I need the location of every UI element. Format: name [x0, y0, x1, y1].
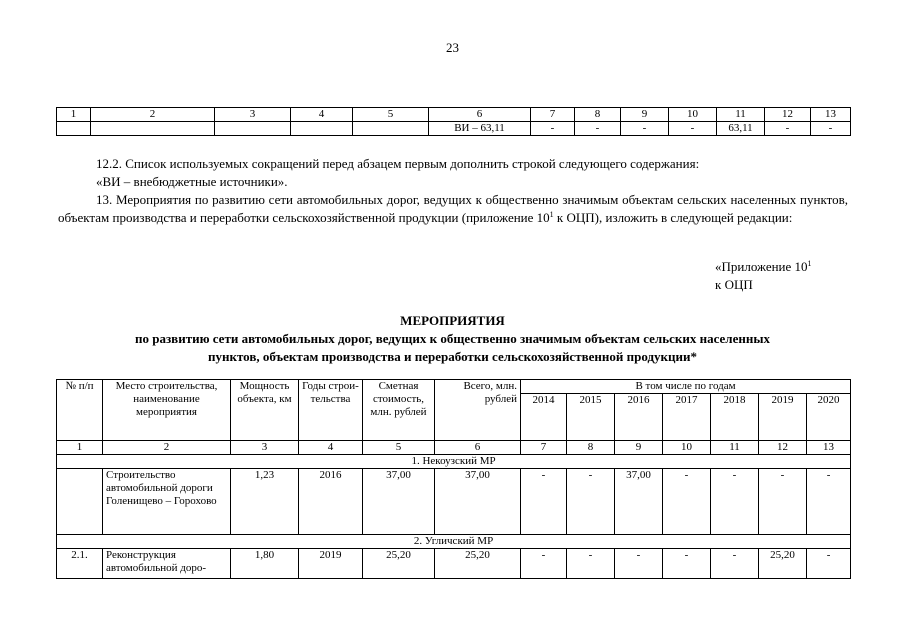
col-index: 1 [57, 108, 91, 122]
row-name: Строительство автомобильной дороги Голенищево – Горохово [103, 469, 231, 535]
header-cost: Сметная стоимость, млн. рублей [363, 380, 435, 441]
col-index: 2 [103, 441, 231, 455]
col-index: 5 [363, 441, 435, 455]
paragraph-13 [58, 191, 848, 227]
cell: - [575, 122, 621, 136]
row-year-value: - [663, 549, 711, 579]
header-num: № п/п [57, 380, 103, 441]
col-index: 10 [669, 108, 717, 122]
col-index: 8 [575, 108, 621, 122]
row-year-value: 37,00 [615, 469, 663, 535]
header-year: 2019 [759, 394, 807, 441]
col-index: 9 [621, 108, 669, 122]
col-index: 1 [57, 441, 103, 455]
col-index: 11 [711, 441, 759, 455]
col-index: 2 [91, 108, 215, 122]
col-index: 12 [759, 441, 807, 455]
col-index: 13 [811, 108, 851, 122]
header-total: Всего, млн. рублей [435, 380, 521, 441]
row-power: 1,23 [231, 469, 299, 535]
col-index: 7 [521, 441, 567, 455]
col-index: 9 [615, 441, 663, 455]
index-row [57, 441, 851, 455]
col-index: 6 [435, 441, 521, 455]
row-year-value: 25,20 [759, 549, 807, 579]
row-years: 2019 [299, 549, 363, 579]
header-years: Годы строи-тельства [299, 380, 363, 441]
row-year-value: - [711, 549, 759, 579]
table-row [57, 549, 851, 579]
col-index: 10 [663, 441, 711, 455]
col-index: 5 [353, 108, 429, 122]
row-total: 25,20 [435, 549, 521, 579]
header-year: 2016 [615, 394, 663, 441]
col-index: 3 [215, 108, 291, 122]
section-title: 1. Некоузский МР [57, 455, 851, 469]
row-cost: 37,00 [363, 469, 435, 535]
section-row [57, 535, 851, 549]
table-row [57, 469, 851, 535]
row-years: 2016 [299, 469, 363, 535]
row-cost: 25,20 [363, 549, 435, 579]
cell: - [765, 122, 811, 136]
row-year-value: - [807, 549, 851, 579]
appendix-line-2: к ОЦП [715, 277, 753, 292]
continuation-data-row [57, 122, 851, 136]
header-row [57, 380, 851, 394]
document-title: МЕРОПРИЯТИЯ [400, 313, 505, 328]
col-index: 3 [231, 441, 299, 455]
cell [353, 122, 429, 136]
cell: - [811, 122, 851, 136]
row-num: 2.1. [57, 549, 103, 579]
row-year-value: - [807, 469, 851, 535]
paragraph-13-text: 13. Мероприятия по развитию сети автомобильных дорог, ведущих к общественно значимым объектам сельских населенных пунктов, объектам производства и переработки сельскохозяйственной продукции (приложение 10 [58, 192, 848, 225]
document-subtitle-1: по развитию сети автомобильных дорог, ведущих к общественно значимым объектам сельских населенных [134, 331, 770, 346]
cell [291, 122, 353, 136]
section-title: 2. Угличский МР [57, 535, 851, 549]
superscript: 1 [549, 210, 554, 219]
row-year-value: - [711, 469, 759, 535]
document-subtitle-2: пунктов, объектам производства и переработки сельскохозяйственной продукции* [208, 349, 697, 364]
col-index: 11 [717, 108, 765, 122]
col-index: 12 [765, 108, 811, 122]
row-num [57, 469, 103, 535]
cell: 63,11 [717, 122, 765, 136]
col-index: 8 [567, 441, 615, 455]
row-year-value: - [663, 469, 711, 535]
paragraph-12-2: 12.2. Список используемых сокращений перед абзацем первым дополнить строкой следующего содержания: [96, 156, 700, 171]
appendix-line-1: «Приложение $10^1$ [715, 259, 812, 274]
col-index: 13 [807, 441, 851, 455]
paragraph-13-text-end: к ОЦП), изложить в следующей редакции: [553, 210, 793, 225]
paragraph-abbrev: «ВИ – внебюджетные источники». [96, 174, 288, 189]
section-row [57, 455, 851, 469]
cell [57, 122, 91, 136]
header-year: 2017 [663, 394, 711, 441]
row-year-value: - [567, 469, 615, 535]
row-year-value: - [759, 469, 807, 535]
row-year-value: - [521, 469, 567, 535]
appendix-label [715, 258, 812, 294]
cell: - [531, 122, 575, 136]
measures-table [56, 379, 851, 579]
header-year: 2015 [567, 394, 615, 441]
row-power: 1,80 [231, 549, 299, 579]
superscript: 1 [807, 259, 812, 268]
cell: - [621, 122, 669, 136]
page-number: 23 [446, 40, 459, 55]
header-year: 2014 [521, 394, 567, 441]
header-year: 2020 [807, 394, 851, 441]
cell [215, 122, 291, 136]
row-year-value: - [615, 549, 663, 579]
cell: - [669, 122, 717, 136]
row-name: Реконструкция автомобильной доро- [103, 549, 231, 579]
continuation-header-row [57, 108, 851, 122]
cell [91, 122, 215, 136]
row-year-value: - [567, 549, 615, 579]
header-year: 2018 [711, 394, 759, 441]
col-index: 4 [291, 108, 353, 122]
col-index: 4 [299, 441, 363, 455]
header-by-year: В том числе по годам [521, 380, 851, 394]
cell: ВИ – 63,11 [429, 122, 531, 136]
col-index: 7 [531, 108, 575, 122]
continuation-table [56, 107, 851, 136]
row-total: 37,00 [435, 469, 521, 535]
col-index: 6 [429, 108, 531, 122]
header-power: Мощность объекта, км [231, 380, 299, 441]
row-year-value: - [521, 549, 567, 579]
header-place: Место строительства, наименование мероприятия [103, 380, 231, 441]
